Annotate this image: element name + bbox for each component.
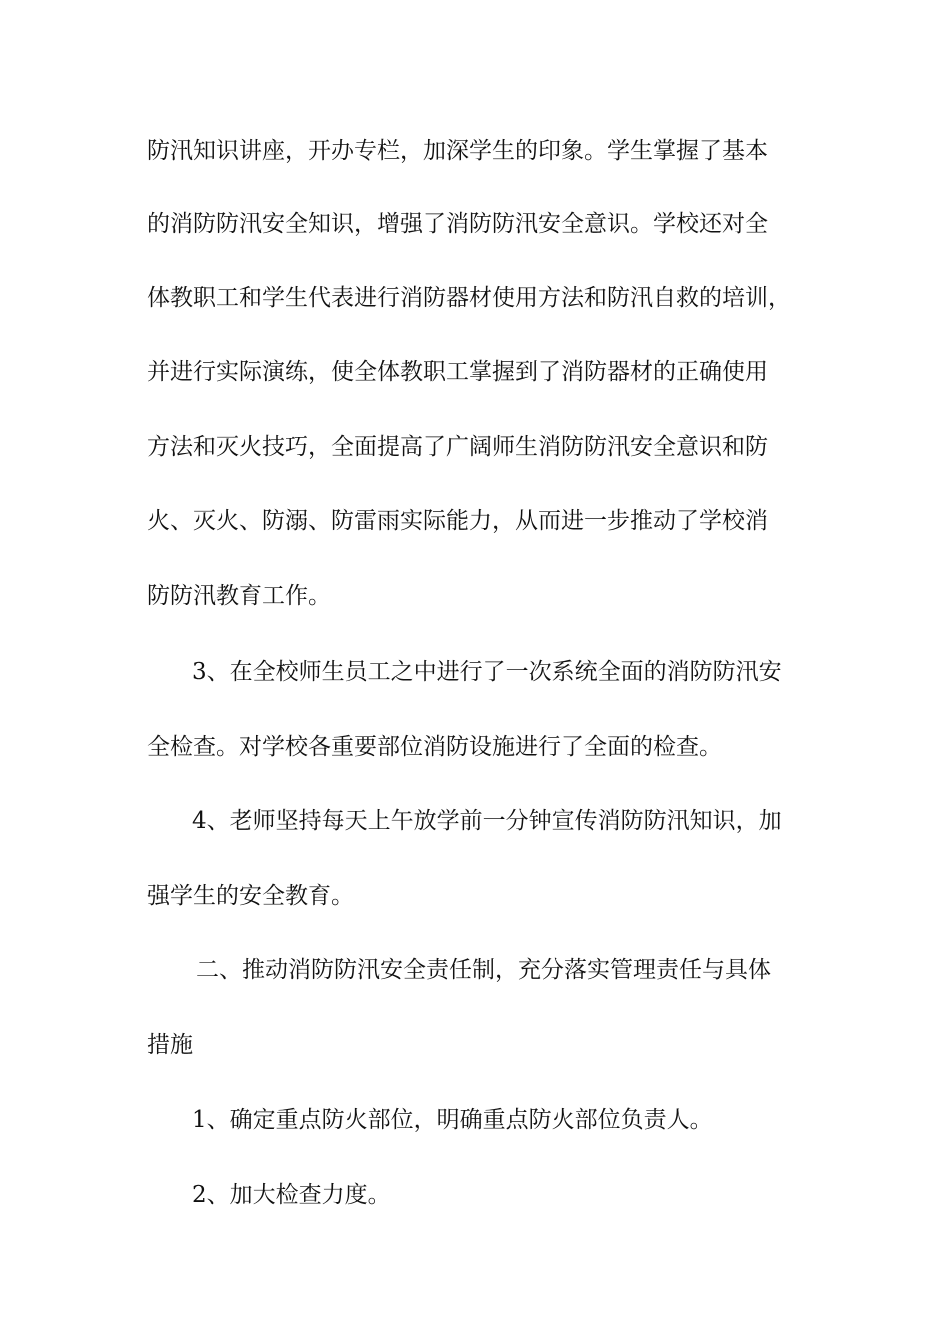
paragraph-line-2: 的消防防汛安全知识，增强了消防防汛安全意识。学校还对全 — [147, 211, 768, 237]
list-item-4-line-1: 4、老师坚持每天上午放学前一分钟宣传消防防汛知识，加 — [192, 808, 782, 834]
list-item-3-line-2: 全检查。对学校各重要部位消防设施进行了全面的检查。 — [147, 734, 722, 760]
list-item-3-line-1: 3、在全校师生员工之中进行了一次系统全面的消防防汛安 — [192, 659, 782, 685]
section-2-item-2: 2、加大检查力度。 — [192, 1182, 391, 1208]
paragraph-line-5: 方法和灭火技巧，全面提高了广阔师生消防防汛安全意识和防 — [147, 434, 768, 460]
paragraph-line-1: 防汛知识讲座，开办专栏，加深学生的印象。学生掌握了基本 — [147, 138, 768, 164]
section-heading-2-line-1: 二、推动消防防汛安全责任制，充分落实管理责任与具体 — [196, 957, 771, 983]
list-item-4-line-2: 强学生的安全教育。 — [147, 883, 354, 909]
paragraph-line-7: 防防汛教育工作。 — [147, 583, 331, 609]
section-heading-2-line-2: 措施 — [147, 1032, 193, 1058]
section-2-item-1: 1、确定重点防火部位，明确重点防火部位负责人。 — [192, 1107, 713, 1133]
paragraph-line-4: 并进行实际演练，使全体教职工掌握到了消防器材的正确使用 — [147, 359, 768, 385]
paragraph-line-6: 火、灭火、防溺、防雷雨实际能力，从而进一步推动了学校消 — [147, 508, 768, 534]
paragraph-line-3: 体教职工和学生代表进行消防器材使用方法和防汛自救的培训， — [147, 285, 791, 311]
